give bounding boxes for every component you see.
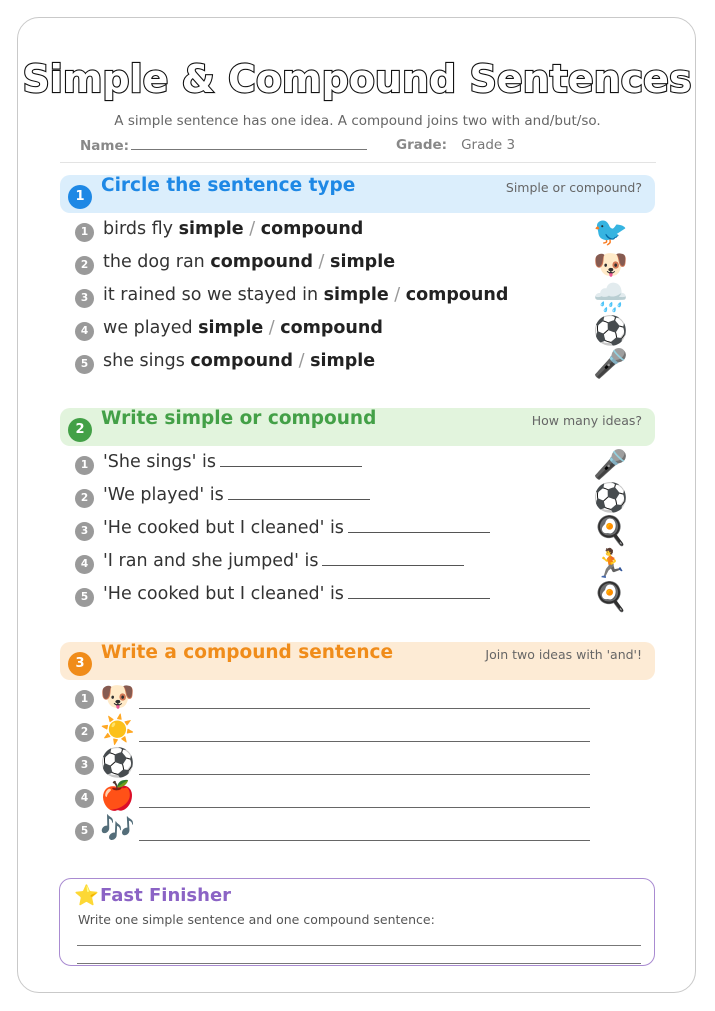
item-number: 3 [75,756,94,775]
list-item [75,215,635,248]
item-number: 2 [75,489,94,508]
answer-blank[interactable] [348,518,490,533]
frying-pan-icon: 🍳 [593,580,628,613]
list-item [75,248,635,281]
item-text: it rained so we stayed in simple / compound [103,285,509,305]
section-2-title: Write simple or compound [101,408,377,429]
section-2-hint: How many ideas? [531,413,642,428]
answer-blank[interactable] [348,584,490,599]
item-text: 'He cooked but I cleaned' is [103,518,344,538]
section-1-number: 1 [68,185,92,209]
item-number: 1 [75,690,94,709]
item-number: 1 [75,223,94,242]
name-field[interactable] [131,137,367,150]
option-2[interactable]: compound [405,285,509,305]
music-notes-icon: 🎶 [100,812,135,845]
item-number: 4 [75,322,94,341]
microphone-icon: 🎤 [593,448,628,481]
item-text: the dog ran compound / simple [103,252,396,272]
list-item [75,812,595,850]
answer-blank[interactable] [228,485,370,500]
section-2-header [60,408,655,446]
section-1-hint: Simple or compound? [505,180,642,195]
list-item [75,580,635,613]
item-number: 4 [75,555,94,574]
soccer-ball-icon: ⚽ [593,314,628,347]
list-item [75,514,635,547]
item-number: 3 [75,289,94,308]
list-item [75,281,635,314]
writing-line[interactable] [139,807,590,808]
star-icon: ⭐ [74,883,99,907]
section-3-header [60,642,655,680]
item-number: 4 [75,789,94,808]
dog-icon: 🐶 [593,248,628,281]
option-1[interactable]: simple [178,219,244,239]
frying-pan-icon: 🍳 [593,514,628,547]
grade-label: Grade: [396,137,448,153]
item-number: 5 [75,822,94,841]
rain-cloud-icon: 🌧️ [593,281,628,314]
section-3-title: Write a compound sentence [101,642,394,663]
title-text: Simple & Compound Sentences [22,57,692,101]
microphone-icon: 🎤 [593,347,628,380]
writing-line[interactable] [77,963,641,964]
item-number: 5 [75,588,94,607]
dog-icon: 🐶 [100,680,135,713]
option-2[interactable]: simple [330,252,396,272]
writing-line[interactable] [139,774,590,775]
answer-blank[interactable] [220,452,362,467]
section-1-title: Circle the sentence type [101,175,356,196]
item-number: 3 [75,522,94,541]
soccer-ball-icon: ⚽ [100,746,135,779]
list-item [75,481,635,514]
item-text: 'He cooked but I cleaned' is [103,584,344,604]
item-number: 5 [75,355,94,374]
name-grade-bar [80,137,660,154]
option-1[interactable]: simple [198,318,264,338]
grade-area [396,137,515,153]
fast-finisher-title: Fast Finisher [100,885,232,906]
list-item [75,547,635,580]
option-1[interactable]: simple [323,285,389,305]
worksheet-title [0,52,715,114]
section-1-header [60,175,655,213]
item-text: 'I ran and she jumped' is [103,551,319,571]
grade-value: Grade 3 [461,137,516,153]
item-text: 'We played' is [103,485,224,505]
item-number: 2 [75,256,94,275]
section-3-hint: Join two ideas with 'and'! [485,647,642,662]
option-1[interactable]: compound [190,351,294,371]
runner-icon: 🏃 [593,547,628,580]
section-2-number: 2 [68,418,92,442]
sun-icon: ☀️ [100,713,135,746]
item-number: 1 [75,456,94,475]
option-1[interactable]: compound [210,252,313,272]
writing-line[interactable] [139,840,590,841]
writing-line[interactable] [139,708,590,709]
list-item [75,713,595,751]
item-text: birds fly simple / compound [103,219,364,239]
option-2[interactable]: compound [280,318,383,338]
answer-blank[interactable] [322,551,464,566]
subtitle: A simple sentence has one idea. A compound joins two with and/but/so. [114,113,601,129]
writing-line[interactable] [139,741,590,742]
writing-line[interactable] [77,945,641,946]
option-2[interactable]: compound [260,219,364,239]
list-item [75,314,635,347]
apple-icon: 🍎 [100,779,135,812]
list-item [75,746,595,784]
divider [60,162,656,163]
fast-finisher-box [59,878,655,966]
list-item [75,448,635,481]
soccer-ball-icon: ⚽ [593,481,628,514]
item-text: we played simple / compound [103,318,383,338]
list-item [75,680,595,718]
option-2[interactable]: simple [310,351,376,371]
bird-icon: 🐦 [593,215,628,248]
item-text: she sings compound / simple [103,351,376,371]
list-item [75,347,635,380]
list-item [75,779,595,817]
name-label: Name: [80,138,130,154]
item-text: 'She sings' is [103,452,216,472]
item-number: 2 [75,723,94,742]
section-3-number: 3 [68,652,92,676]
fast-finisher-instructions: Write one simple sentence and one compound sentence: [78,912,435,927]
